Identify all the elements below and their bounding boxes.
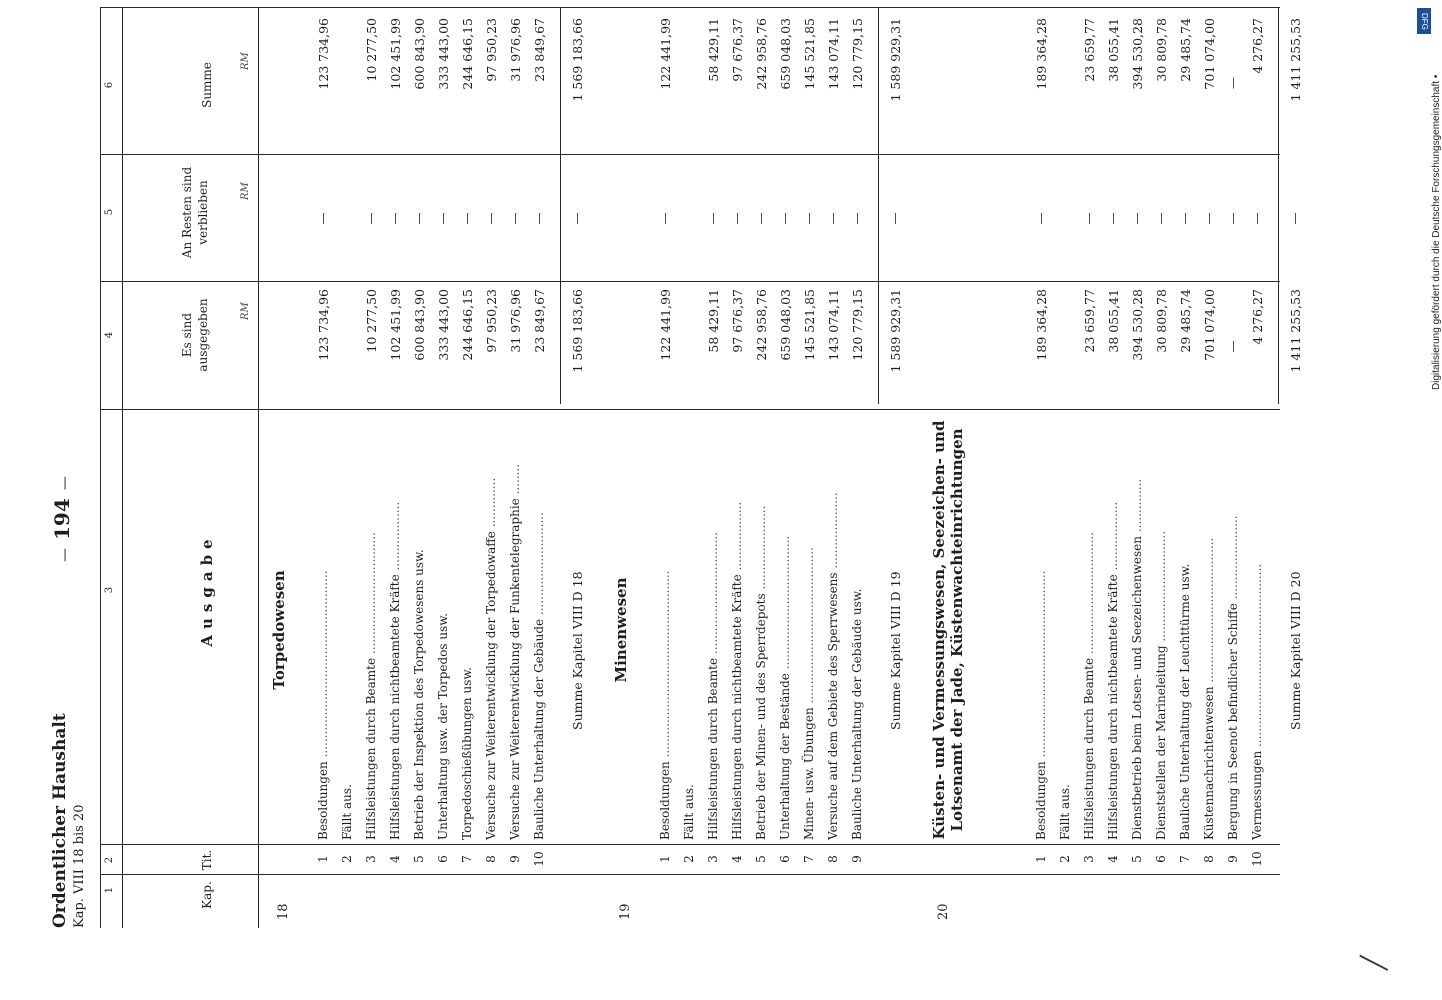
unit-label-col4: RM (240, 302, 251, 320)
value-reste: — (1202, 212, 1216, 225)
value-ausgegeben: 102 451,99 (388, 289, 403, 361)
value-summe: 145 521,85 (802, 18, 817, 90)
column-divider-kap (100, 874, 1280, 875)
credit-text: Digitalisierung gefördert durch die Deutsche Forschungsgemeinschaft • (1431, 74, 1442, 390)
leader-dots: .................. (730, 501, 744, 575)
value-summe: 189 364,28 (1034, 18, 1049, 90)
tit-number: 3 (1082, 855, 1096, 863)
value-reste: — (508, 212, 522, 225)
value-ausgegeben: 244 646,15 (460, 289, 475, 361)
value-ausgegeben: 38 055,41 (1106, 289, 1121, 353)
value-ausgegeben: 97 676,37 (730, 289, 745, 353)
value-reste: — (1106, 212, 1120, 225)
leader-dots: ................................ (706, 532, 720, 658)
value-summe: 29 485,74 (1178, 18, 1193, 82)
header-bottom-rule (258, 8, 259, 928)
leader-dots: ................................................. (316, 570, 330, 762)
value-reste: — (850, 212, 864, 225)
value-summe: 701 074,00 (1202, 18, 1217, 90)
column-divider-tit (100, 844, 1280, 845)
value-ausgegeben: 30 809,78 (1154, 289, 1169, 353)
column-number-5: 5 (104, 208, 115, 216)
value-reste: — (1154, 212, 1168, 225)
column-divider-ausgabe (100, 409, 1280, 410)
value-reste: — (412, 212, 426, 225)
tit-number: 4 (388, 855, 402, 863)
value-ausgegeben: 97 950,23 (484, 289, 499, 353)
leader-dots: .................. (388, 501, 402, 575)
unit-label-col6: RM (240, 52, 251, 70)
leader-dots: ......................................... (802, 547, 816, 708)
row-description: Minen- usw. Übungen ......................................... (802, 547, 816, 840)
value-summe: 23 849,67 (532, 18, 547, 82)
tit-number: 8 (1202, 855, 1216, 863)
tit-number: 4 (730, 855, 744, 863)
kap-number-20: 20 (936, 903, 951, 920)
tit-number: 5 (754, 855, 768, 863)
value-summe: 600 843,90 (412, 18, 427, 90)
sum-rule (560, 8, 561, 404)
value-ausgegeben: 600 843,90 (412, 289, 427, 361)
tit-number: 10 (1250, 851, 1264, 867)
tit-number: 8 (484, 855, 498, 863)
sum-ausgegeben-19: 1 589 929,31 (888, 289, 903, 373)
value-summe: 120 779,15 (850, 18, 865, 90)
value-reste: — (706, 212, 720, 225)
value-reste: — (658, 212, 672, 225)
value-summe: 31 976,96 (508, 18, 523, 82)
sum-rule (1278, 8, 1279, 404)
tit-number: 6 (436, 855, 450, 863)
tit-number: 9 (508, 855, 522, 863)
column-number-4: 4 (104, 331, 115, 339)
sum-reste-18: — (570, 212, 584, 225)
value-ausgegeben: 242 958,76 (754, 289, 769, 361)
digitization-credit (1415, 10, 1442, 990)
row-description: Hilfsleistungen durch Beamte ................................ (706, 532, 720, 840)
section-title-19: Minenwesen (612, 577, 630, 683)
tit-number: 7 (460, 855, 474, 863)
row-description: Besoldungen ................................................. (1034, 570, 1048, 840)
row-description: Bauliche Unterhaltung der Gebäude ........................... (532, 512, 546, 840)
value-ausgegeben: 123 734,96 (316, 289, 331, 361)
column-number-rule (122, 8, 123, 928)
value-ausgegeben: 189 364,28 (1034, 289, 1049, 361)
row-description: Bergung in Seenot befindlicher Schiffe ...................... (1226, 515, 1240, 840)
sum-ausgegeben-18: 1 569 183,66 (570, 289, 585, 373)
tit-number: 3 (706, 855, 720, 863)
tit-number: 4 (1106, 855, 1120, 863)
value-summe: 38 055,41 (1106, 18, 1121, 82)
value-ausgegeben: 23 659,77 (1082, 289, 1097, 353)
row-description: Vermessungen ................................................ (1250, 563, 1264, 840)
value-summe: 97 950,23 (484, 18, 499, 82)
leader-dots: ............. (484, 477, 498, 532)
value-ausgegeben: 143 074,11 (826, 289, 841, 361)
value-ausgegeben: 29 485,74 (1178, 289, 1193, 353)
header-ausgabe: Ausgabe (198, 533, 216, 647)
value-summe: 394 530,28 (1130, 18, 1145, 90)
pen-mark: ╱ (1360, 955, 1388, 970)
value-ausgegeben: 122 441,99 (658, 289, 673, 361)
value-ausgegeben: — (1226, 340, 1240, 353)
header-summe: Summe (200, 62, 214, 108)
leader-dots: ................................ (1082, 532, 1096, 658)
row-description: Fällt aus. (1058, 784, 1072, 840)
row-description: Versuche auf dem Gebiete des Sperrwesens .................... (826, 492, 840, 840)
sum-ausgegeben-20: 1 411 255,53 (1288, 289, 1303, 373)
leader-dots: .............. (1130, 478, 1144, 536)
row-description: Unterhaltung usw. der Torpedos usw. (436, 613, 450, 840)
row-description: Dienststellen der Marineleitung ............................. (1154, 530, 1168, 840)
row-description: Fällt aus. (682, 784, 696, 840)
tit-number: 2 (1058, 855, 1072, 863)
tit-number: 5 (1130, 855, 1144, 863)
row-description: Bauliche Unterhaltung der Leuchttürme usw. (1178, 563, 1192, 840)
sum-summe-20: 1 411 255,53 (1288, 18, 1303, 102)
page-number: — 194 — (50, 468, 74, 570)
leader-dots: ................................................. (658, 570, 672, 762)
value-ausgegeben: 58 429,11 (706, 289, 721, 353)
value-reste: — (826, 212, 840, 225)
header-tit: Tit. (200, 849, 214, 871)
sum-label-19: Summe Kapitel VIII D 19 (888, 571, 903, 730)
value-reste: — (1250, 212, 1264, 225)
row-description: Dienstbetrieb beim Lotsen- und Seezeichenwesen .............. (1130, 478, 1144, 840)
sum-summe-19: 1 589 929,31 (888, 18, 903, 102)
kap-number-19: 19 (618, 903, 633, 920)
header-kap: Kap. (200, 881, 214, 909)
tit-number: 1 (316, 855, 330, 863)
document-subtitle: Kap. VIII 18 bis 20 (72, 804, 87, 928)
row-description: Betrieb der Inspektion des Torpedowesens usw. (412, 549, 426, 840)
value-ausgegeben: 333 443,00 (436, 289, 451, 361)
value-summe: 333 443,00 (436, 18, 451, 90)
row-description: Bauliche Unterhaltung der Gebäude usw. (850, 588, 864, 840)
value-summe: 143 074,11 (826, 18, 841, 90)
value-reste: — (1130, 212, 1144, 225)
value-ausgegeben: 31 976,96 (508, 289, 523, 353)
value-summe: 10 277,50 (364, 18, 379, 82)
value-summe: 123 734,96 (316, 18, 331, 90)
value-summe: 244 646,15 (460, 18, 475, 90)
tit-number: 6 (1154, 855, 1168, 863)
header-ausgegeben: Es sind ausgegeben (180, 298, 210, 372)
leader-dots: ........ (508, 463, 522, 499)
sum-label-18: Summe Kapitel VIII D 18 (570, 571, 585, 730)
value-reste: — (316, 212, 330, 225)
row-description: Hilfsleistungen durch nichtbeamtete Kräfte .................. (388, 501, 402, 840)
tit-number: 8 (826, 855, 840, 863)
row-description: Hilfsleistungen durch Beamte ................................ (364, 532, 378, 840)
value-ausgegeben: 701 074,00 (1202, 289, 1217, 361)
value-summe: 4 276,27 (1250, 18, 1265, 74)
value-reste: — (1178, 212, 1192, 225)
value-ausgegeben: 394 530,28 (1130, 289, 1145, 361)
unit-label-col5: RM (240, 182, 251, 200)
value-summe: 23 659,77 (1082, 18, 1097, 82)
sum-summe-18: 1 569 183,66 (570, 18, 585, 102)
row-description: Hilfsleistungen durch Beamte ................................ (1082, 532, 1096, 840)
row-description: Besoldungen ................................................. (658, 570, 672, 840)
value-reste: — (1226, 212, 1240, 225)
row-description: Versuche zur Weiterentwicklung der Funkentelegraphie ........ (508, 463, 522, 840)
document-title: Ordentlicher Haushalt (50, 713, 70, 928)
leader-dots: ................................... (778, 535, 792, 674)
sum-rule (878, 8, 879, 404)
row-description: Versuche zur Weiterentwicklung der Torpedowaffe ............. (484, 477, 498, 840)
leader-dots: ............................. (1154, 530, 1168, 646)
value-reste: — (532, 212, 546, 225)
value-reste: — (460, 212, 474, 225)
row-description: Besoldungen ................................................. (316, 570, 330, 840)
section-title-20: Küsten- und Vermessungswesen, Seezeichen- und Lotsenamt der Jade, Küstenwachteinrichtungen (930, 420, 966, 840)
value-summe: 97 676,37 (730, 18, 745, 82)
tit-number: 2 (340, 855, 354, 863)
value-summe: — (1226, 77, 1240, 89)
value-summe: 242 958,76 (754, 18, 769, 90)
tit-number: 7 (802, 855, 816, 863)
tit-number: 1 (1034, 855, 1048, 863)
kap-number-18: 18 (276, 903, 291, 920)
value-reste: — (484, 212, 498, 225)
column-number-2: 2 (104, 856, 115, 864)
value-reste: — (778, 212, 792, 225)
sum-label-20: Summe Kapitel VIII D 20 (1288, 571, 1303, 730)
tit-number: 1 (658, 855, 672, 863)
leader-dots: ................................ (364, 532, 378, 658)
value-summe: 30 809,78 (1154, 18, 1169, 82)
value-ausgegeben: 145 521,85 (802, 289, 817, 361)
column-number-1: 1 (104, 886, 115, 894)
value-reste: — (364, 212, 378, 225)
value-ausgegeben: 659 048,03 (778, 289, 793, 361)
value-ausgegeben: 23 849,67 (532, 289, 547, 353)
value-reste: — (754, 212, 768, 225)
leader-dots: .................. (1106, 501, 1120, 575)
value-ausgegeben: 4 276,27 (1250, 289, 1265, 345)
row-description: Küstennachrichtenwesen ...................................... (1202, 537, 1216, 840)
value-reste: — (436, 212, 450, 225)
leader-dots: ...................... (1226, 515, 1240, 604)
column-divider-col4 (100, 281, 1280, 282)
section-title-18: Torpedowesen (270, 570, 288, 690)
row-description: Torpedoschießübungen usw. (460, 666, 474, 840)
row-description: Fällt aus. (340, 784, 354, 840)
value-ausgegeben: 10 277,50 (364, 289, 379, 353)
tit-number: 10 (532, 851, 546, 867)
row-description: Hilfsleistungen durch nichtbeamtete Kräfte .................. (1106, 501, 1120, 840)
tit-number: 6 (778, 855, 792, 863)
value-reste: — (388, 212, 402, 225)
value-summe: 102 451,99 (388, 18, 403, 90)
row-description: Betrieb der Minen- und des Sperrdepots ...................... (754, 505, 768, 840)
top-border (100, 8, 101, 928)
row-description: Unterhaltung der Bestände ................................... (778, 535, 792, 840)
column-number-6: 6 (104, 81, 115, 89)
leader-dots: ........................... (532, 512, 546, 619)
value-summe: 122 441,99 (658, 18, 673, 90)
tit-number: 3 (364, 855, 378, 863)
tit-number: 7 (1178, 855, 1192, 863)
tit-number: 9 (1226, 855, 1240, 863)
tit-number: 2 (682, 855, 696, 863)
leader-dots: .................... (826, 492, 840, 573)
column-divider-col5 (100, 154, 1280, 155)
leader-dots: ................................................ (1250, 563, 1264, 751)
column-divider-col6 (100, 7, 1280, 8)
value-reste: — (1034, 212, 1048, 225)
tit-number: 9 (850, 855, 864, 863)
value-reste: — (802, 212, 816, 225)
value-summe: 58 429,11 (706, 18, 721, 82)
leader-dots: ...................................... (1202, 537, 1216, 687)
sum-reste-19: — (888, 212, 902, 225)
header-reste: An Resten sind verblieben (180, 166, 210, 259)
row-description: Hilfsleistungen durch nichtbeamtete Kräfte .................. (730, 501, 744, 840)
column-number-3: 3 (104, 586, 115, 594)
tit-number: 5 (412, 855, 426, 863)
sum-reste-20: — (1288, 212, 1302, 225)
value-reste: — (1082, 212, 1096, 225)
value-summe: 659 048,03 (778, 18, 793, 90)
leader-dots: ...................... (754, 505, 768, 594)
leader-dots: ................................................. (1034, 570, 1048, 762)
dfg-logo: DFG (1417, 8, 1431, 34)
value-ausgegeben: 120 779,15 (850, 289, 865, 361)
value-reste: — (730, 212, 744, 225)
